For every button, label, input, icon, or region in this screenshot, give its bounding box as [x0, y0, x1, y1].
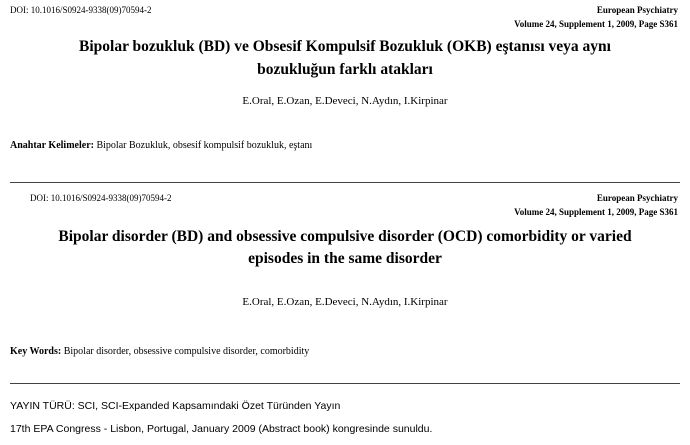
keywords-label-english: Key Words: [10, 346, 62, 357]
title-english-line1: Bipolar disorder (BD) and obsessive compulsive disorder (OCD) comorbidity or varied [58, 228, 632, 245]
keywords-value-turkish: Bipolar Bozukluk, obsesif kompulsif bozukluk, eştanı [96, 140, 313, 151]
keywords-label-turkish: Anahtar Kelimeler: [10, 140, 94, 151]
authors-turkish: E.Oral, E.Ozan, E.Deveci, N.Aydın, I.Kirpinar [242, 95, 448, 107]
section-divider-top [10, 182, 680, 183]
title-turkish-line2: bozukluğun farklı atakları [257, 61, 433, 78]
doi-english: DOI: 10.1016/S0924-9338(09)70594-2 [30, 193, 172, 203]
section-divider-bottom [10, 383, 680, 384]
publication-type: YAYIN TÜRÜ: SCI, SCI-Expanded Kapsamındaki Özet Türünden Yayın [10, 400, 341, 412]
volume-info-english: Volume 24, Supplement 1, 2009, Page S361 [514, 207, 678, 217]
title-english-line2: episodes in the same disorder [248, 250, 442, 267]
keywords-turkish [10, 140, 312, 151]
title-turkish-line1: Bipolar bozukluk (BD) ve Obsesif Kompulsif Bozukluk (OKB) eştanısı veya aynı [79, 38, 611, 55]
keywords-english [10, 346, 309, 357]
keywords-value-english: Bipolar disorder, obsessive compulsive disorder, comorbidity [63, 346, 310, 357]
volume-info-turkish: Volume 24, Supplement 1, 2009, Page S361 [514, 19, 678, 29]
authors-english: E.Oral, E.Ozan, E.Deveci, N.Aydın, I.Kirpinar [242, 296, 448, 308]
journal-name-turkish: European Psychiatry [596, 5, 678, 15]
doi-turkish: DOI: 10.1016/S0924-9338(09)70594-2 [10, 5, 152, 15]
journal-name-english: European Psychiatry [596, 193, 678, 203]
congress-info: 17th EPA Congress - Lisbon, Portugal, January 2009 (Abstract book) kongresinde sunuldu. [10, 423, 433, 435]
